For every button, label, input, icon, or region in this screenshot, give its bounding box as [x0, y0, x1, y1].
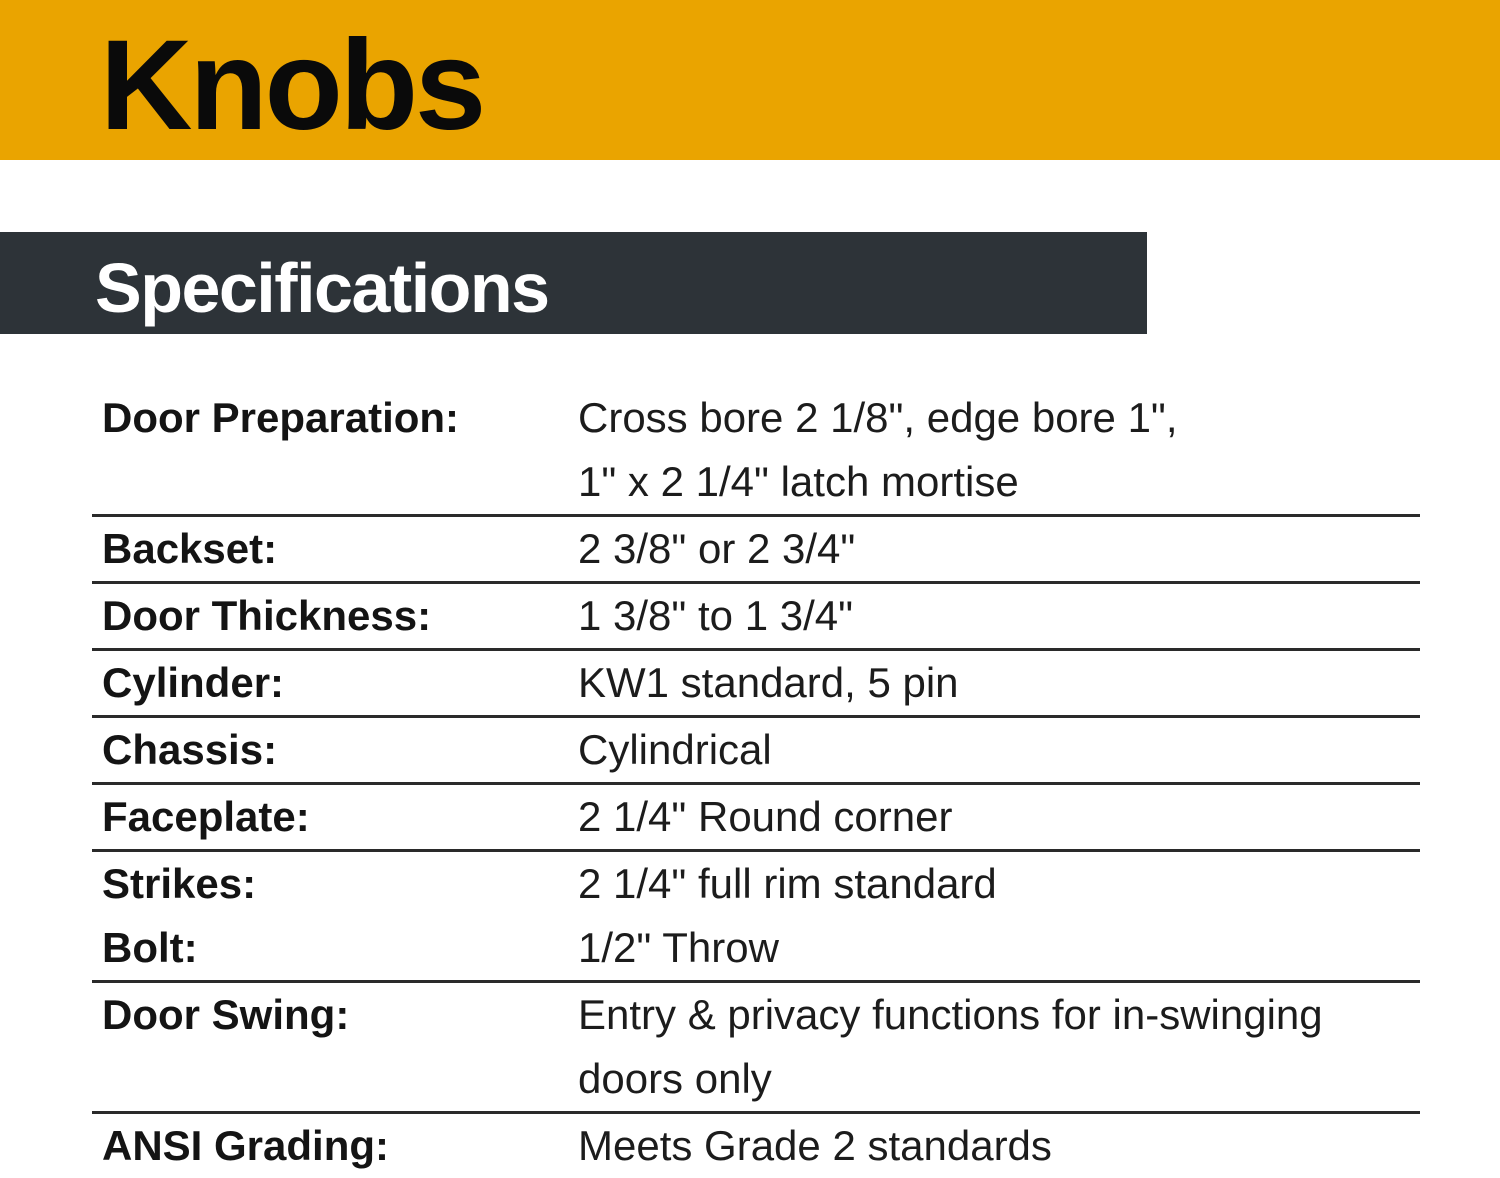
spec-row-backset — [92, 516, 1420, 583]
spec-label: ANSI Grading: — [92, 1113, 578, 1178]
spec-value — [578, 516, 1420, 583]
spec-value-line: Meets Grade 2 standards — [578, 1114, 1420, 1178]
spec-row-ansi-grading — [92, 1113, 1420, 1178]
spec-value — [578, 916, 1420, 982]
spec-value — [578, 982, 1420, 1113]
spec-value — [578, 1113, 1420, 1178]
spec-value — [578, 851, 1420, 917]
spec-row-door-preparation — [92, 386, 1420, 516]
spec-value-line: Cross bore 2 1/8", edge bore 1", — [578, 386, 1420, 450]
spec-row-door-swing — [92, 982, 1420, 1113]
specifications-table — [92, 386, 1420, 1178]
spec-row-bolt — [92, 916, 1420, 982]
spec-label: Door Swing: — [92, 982, 578, 1113]
spec-label: Cylinder: — [92, 650, 578, 717]
spec-value — [578, 717, 1420, 784]
spec-row-chassis — [92, 717, 1420, 784]
title-banner — [0, 0, 1500, 160]
spec-row-door-thickness — [92, 583, 1420, 650]
spec-value-line: 2 1/4" full rim standard — [578, 852, 1420, 916]
section-header-bar — [0, 232, 1147, 334]
spec-value — [578, 650, 1420, 717]
spec-label: Bolt: — [92, 916, 578, 982]
spec-label: Backset: — [92, 516, 578, 583]
spec-row-cylinder — [92, 650, 1420, 717]
spec-label: Chassis: — [92, 717, 578, 784]
spec-value-line: 1 3/8" to 1 3/4" — [578, 584, 1420, 648]
spec-value-line: Entry & privacy functions for in-swinging — [578, 983, 1420, 1047]
spec-value-line: 1/2" Throw — [578, 916, 1420, 980]
spec-row-faceplate — [92, 784, 1420, 851]
spec-label: Door Preparation: — [92, 386, 578, 516]
product-title: Knobs — [100, 22, 483, 150]
spec-value — [578, 386, 1420, 516]
spec-value-line: 1" x 2 1/4" latch mortise — [578, 450, 1420, 514]
spec-value — [578, 784, 1420, 851]
spec-value-line: doors only — [578, 1047, 1420, 1111]
spec-value-line: Cylindrical — [578, 718, 1420, 782]
section-title: Specifications — [95, 246, 549, 330]
spec-label: Strikes: — [92, 851, 578, 917]
spec-value — [578, 583, 1420, 650]
spec-value-line: 2 3/8" or 2 3/4" — [578, 517, 1420, 581]
spec-label: Door Thickness: — [92, 583, 578, 650]
spec-label: Faceplate: — [92, 784, 578, 851]
spec-value-line: KW1 standard, 5 pin — [578, 651, 1420, 715]
spec-row-strikes — [92, 851, 1420, 917]
spec-value-line: 2 1/4" Round corner — [578, 785, 1420, 849]
